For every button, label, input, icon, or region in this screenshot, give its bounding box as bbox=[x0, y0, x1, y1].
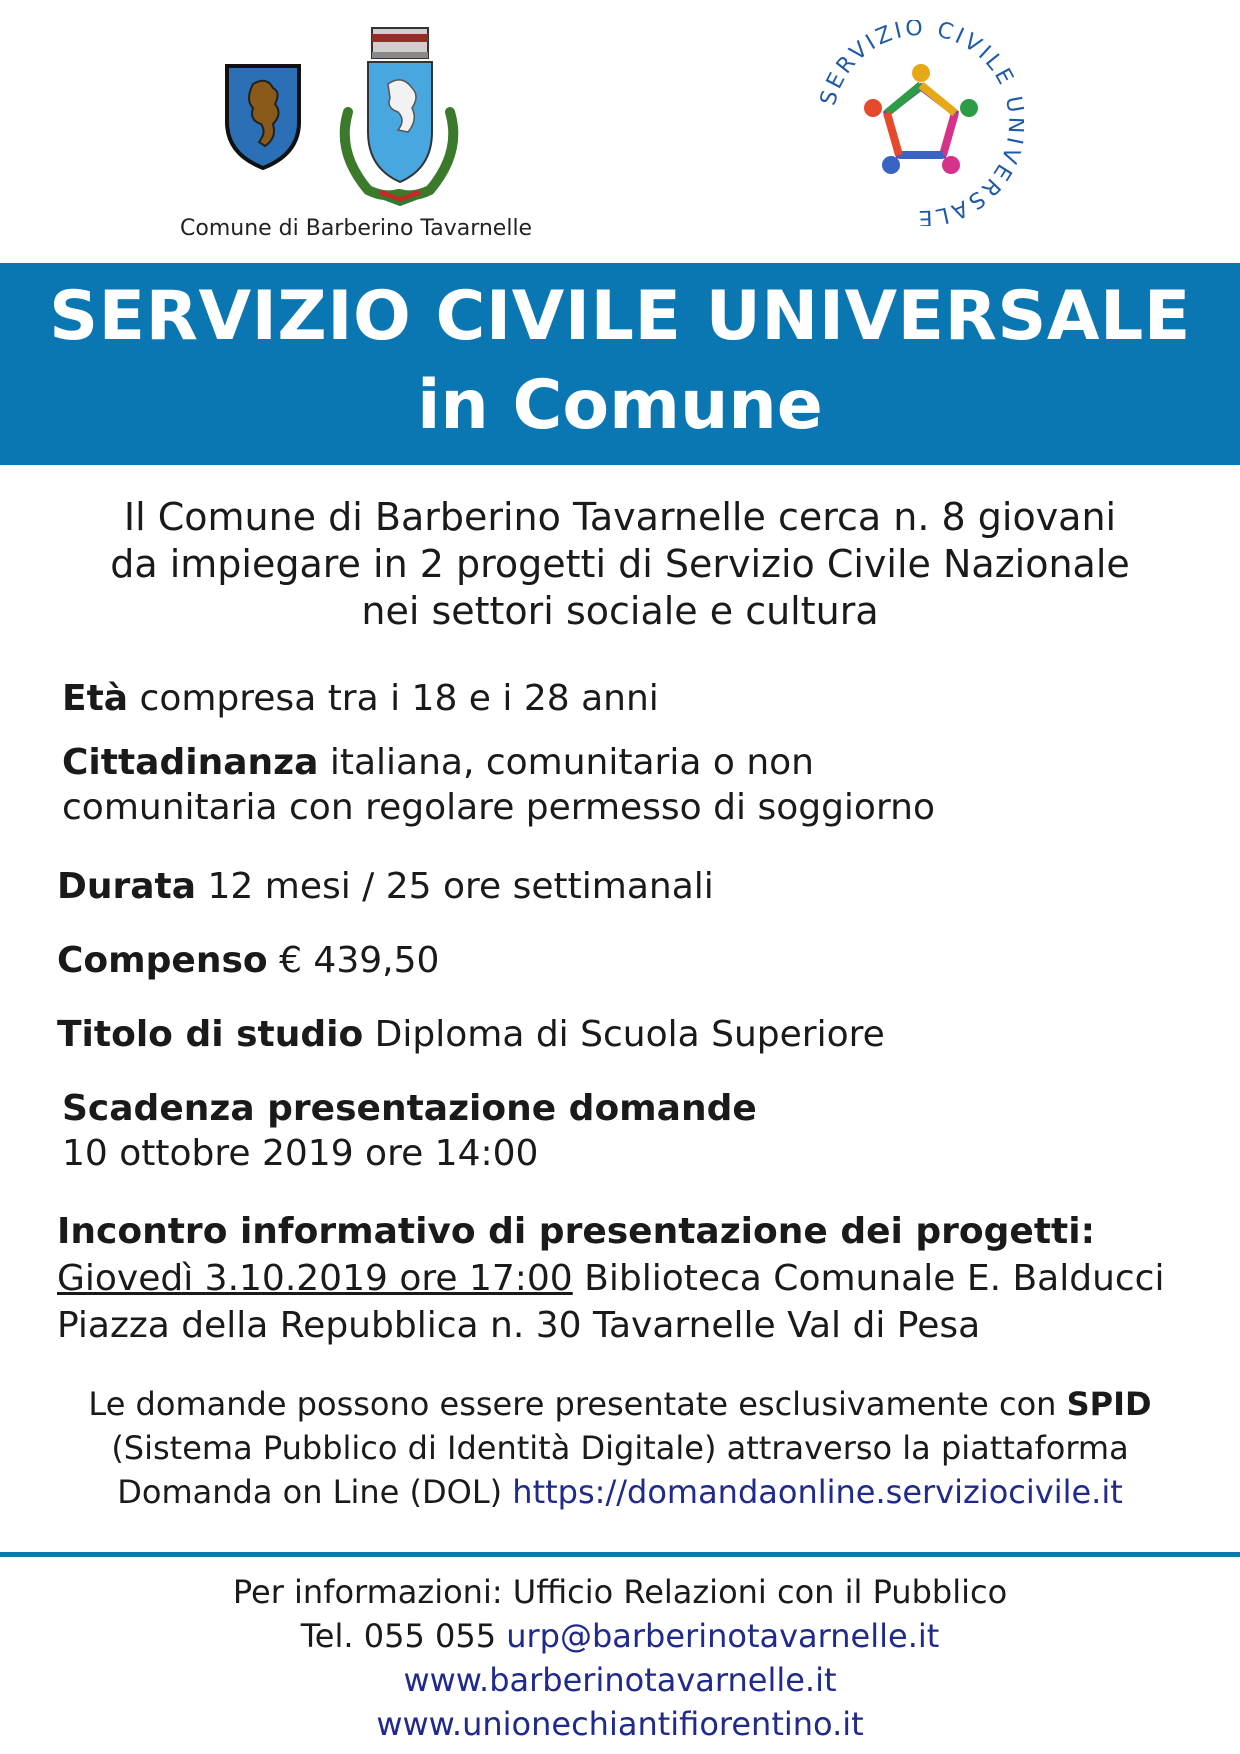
title-band bbox=[0, 263, 1240, 465]
incontro-heading: Incontro informativo di presentazione dei progetti: bbox=[57, 1211, 1095, 1252]
spid-label: SPID bbox=[1066, 1385, 1152, 1423]
intro-line-1: Il Comune di Barberino Tavarnelle cerca n. 8 giovani bbox=[123, 495, 1117, 539]
requirement-scadenza bbox=[62, 1086, 757, 1176]
requirement-durata bbox=[57, 864, 714, 909]
scadenza-text: 10 ottobre 2019 ore 14:00 bbox=[62, 1133, 539, 1174]
incontro-date: Giovedì 3.10.2019 ore 17:00 bbox=[57, 1258, 573, 1299]
incontro-section bbox=[57, 1208, 1164, 1349]
durata-label: Durata bbox=[57, 866, 197, 907]
intro-line-3: nei settori sociale e cultura bbox=[361, 589, 879, 633]
incontro-address: Piazza della Repubblica n. 30 Tavarnelle Val di Pesa bbox=[57, 1305, 981, 1346]
title-line-1: SERVIZIO CIVILE UNIVERSALE bbox=[49, 277, 1191, 356]
domande-text-2: (Sistema Pubblico di Identità Digitale) attraverso la piattaforma bbox=[111, 1429, 1129, 1467]
citt-text-2: comunitaria con regolare permesso di soggiorno bbox=[62, 787, 935, 828]
requirement-titolo bbox=[57, 1012, 885, 1057]
intro-text bbox=[60, 494, 1180, 635]
svg-text:SERVIZIO CIVILE UNIVERSALE: SERVIZIO CIVILE VERSALE bbox=[818, 20, 1024, 226]
coat-of-arms-right bbox=[328, 22, 470, 210]
incontro-place: Biblioteca Comunale E. Balducci bbox=[572, 1258, 1165, 1299]
divider bbox=[0, 1552, 1240, 1557]
footer-tel: Tel. 055 055 bbox=[300, 1617, 507, 1655]
requirement-eta bbox=[62, 676, 659, 721]
footer bbox=[60, 1570, 1180, 1746]
requirement-compenso bbox=[57, 938, 439, 983]
compenso-label: Compenso bbox=[57, 940, 268, 981]
requirement-cittadinanza bbox=[62, 740, 935, 830]
title-line-2: in Comune bbox=[417, 366, 823, 445]
dol-link[interactable]: https://domandaonline.serviziocivile.it bbox=[512, 1473, 1123, 1511]
eta-text: compresa tra i 18 e i 28 anni bbox=[128, 678, 659, 719]
coat-of-arms-left bbox=[223, 62, 303, 172]
website-link-unione[interactable]: www.unionechiantifiorentino.it bbox=[376, 1705, 864, 1743]
footer-info: Per informazioni: Ufficio Relazioni con il Pubblico bbox=[232, 1573, 1008, 1611]
domande-text-3: Domanda on Line (DOL) bbox=[117, 1473, 513, 1511]
website-link-comune[interactable]: www.barberinotavarnelle.it bbox=[403, 1661, 837, 1699]
domande-text-1: Le domande possono essere presentate esclusivamente con bbox=[88, 1385, 1067, 1423]
citt-label: Cittadinanza bbox=[62, 742, 319, 783]
intro-line-2: da impiegare in 2 progetti di Servizio Civile Nazionale bbox=[110, 542, 1130, 586]
comune-label: Comune di Barberino Tavarnelle bbox=[180, 216, 533, 241]
titolo-label: Titolo di studio bbox=[57, 1014, 364, 1055]
citt-text-1: italiana, comunitaria o non bbox=[318, 742, 814, 783]
scadenza-label: Scadenza presentazione domande bbox=[62, 1088, 757, 1129]
domande-section bbox=[30, 1382, 1210, 1514]
durata-text: 12 mesi / 25 ore settimanali bbox=[196, 866, 714, 907]
email-link[interactable]: urp@barberinotavarnelle.it bbox=[506, 1617, 940, 1655]
compenso-text: € 439,50 bbox=[267, 940, 440, 981]
titolo-text: Diploma di Scuola Superiore bbox=[363, 1014, 885, 1055]
eta-label: Età bbox=[62, 678, 129, 719]
servizio-civile-logo bbox=[818, 20, 1024, 226]
